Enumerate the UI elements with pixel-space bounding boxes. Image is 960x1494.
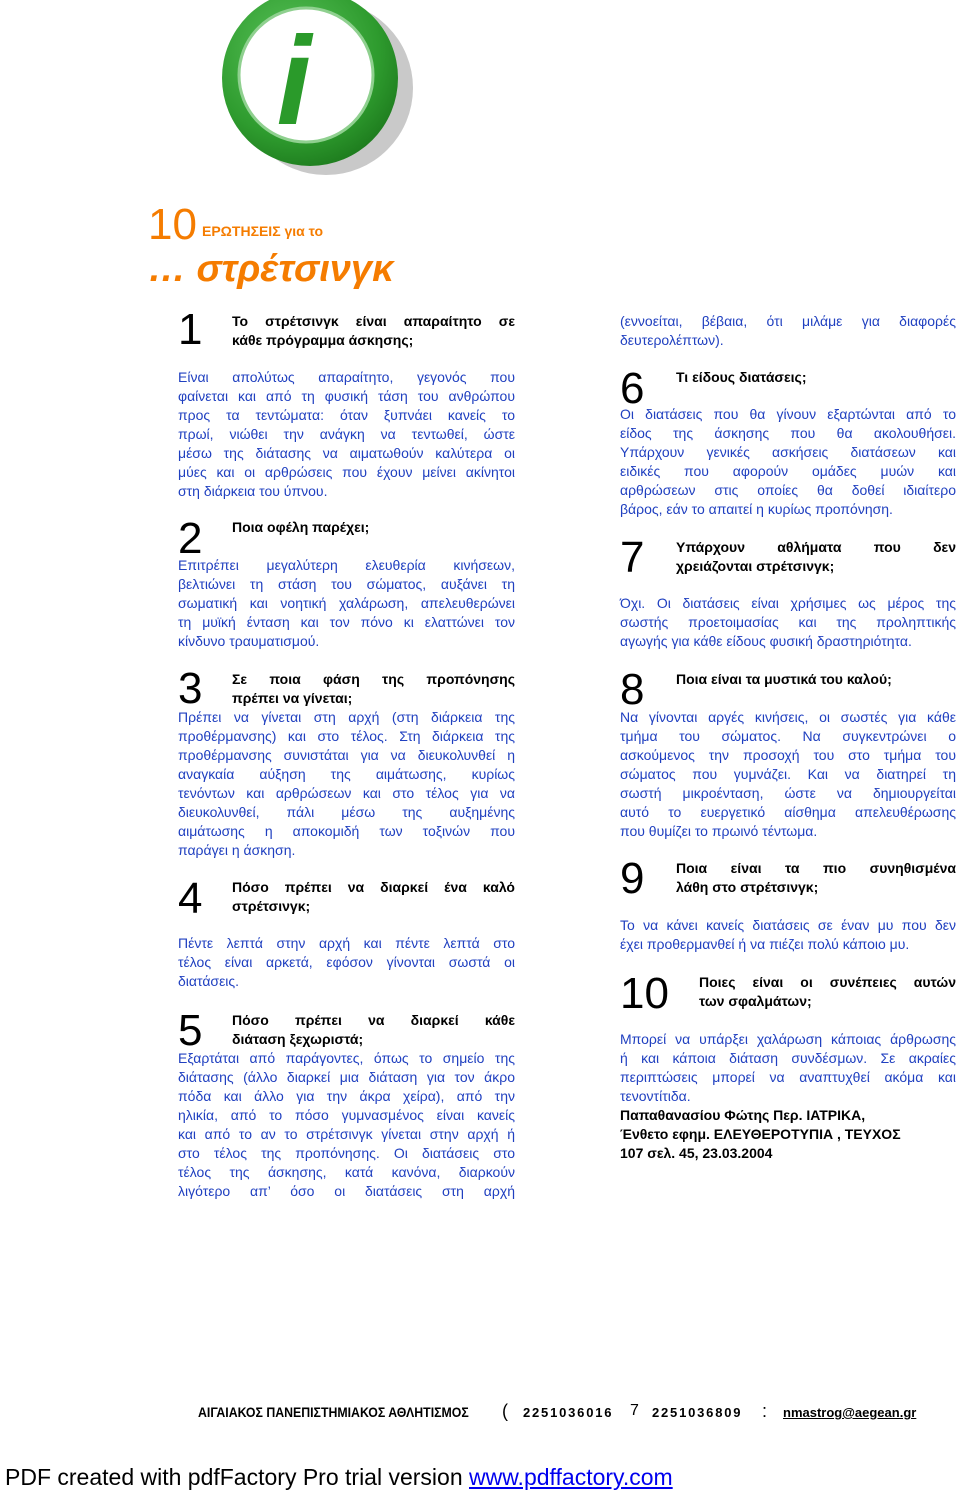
logo-glyph: i xyxy=(276,12,312,151)
answer-8-line: τμήμα του σώματος. Να συγκεντρώνει ο xyxy=(620,728,956,744)
answer-10-line: περιπτώσεις μπορεί να αναπτυχθεί ακόμα και xyxy=(620,1069,956,1085)
answer-9 xyxy=(620,916,956,954)
answer-1 xyxy=(178,368,515,501)
source-citation xyxy=(620,1106,956,1163)
answer-7-line: σωστής προετοιμασίας και της προληπτικής xyxy=(620,614,956,630)
answer-1-line: μέσω της διάτασης να αιματωθούν καλύτερα οι xyxy=(178,445,515,461)
answer-1-line: πρωί, νιώθει την ανάγκη να τεντωθεί, ώστε xyxy=(178,426,515,442)
answer-2 xyxy=(178,556,515,651)
answer-2-line: τη μυϊκή ένταση και τον πόνο κι ελαττώνει τον xyxy=(178,614,515,630)
footer-email-link[interactable]: nmastrog@aegean.gr xyxy=(783,1405,917,1420)
pdf-notice-text: PDF created with pdfFactory Pro trial version xyxy=(5,1464,469,1490)
question-3-number: 3 xyxy=(178,664,203,713)
answer-4-line: Πέντε λεπτά στην αρχή και πέντε λεπτά στο xyxy=(178,935,515,951)
question-3-text-line: πρέπει να γίνεται; xyxy=(232,690,353,706)
answer-6-line: αρθρώσεων στις οποίες θα δοθεί ιδιαίτερο xyxy=(620,482,956,498)
answer-1-line: Είναι απολύτως απαραίτητο, γεγονός που xyxy=(178,369,515,385)
answer-8 xyxy=(620,708,956,841)
question-9-text-line: λάθη στο στρέτσινγκ; xyxy=(676,879,819,895)
answer-6-line: βάρος, εάν το απαιτεί η κυρίως προπόνηση. xyxy=(620,501,893,517)
answer-3-line: προθέρμανσης συνιστάται για να διευκολυνθεί η xyxy=(178,747,515,763)
source-citation-line: 107 σελ. 45, 23.03.2004 xyxy=(620,1145,773,1161)
source-citation-line: Ένθετο εφημ. ΕΛΕΥΘΕΡΟΤΥΠΙΑ , ΤΕΥΧΟΣ xyxy=(620,1126,901,1142)
answer-5-continued xyxy=(620,312,956,350)
page-title: … στρέτσινγκ xyxy=(148,248,394,290)
footer-fax: 2251036809 xyxy=(652,1405,743,1420)
pdf-notice xyxy=(5,1463,673,1491)
question-4-text xyxy=(232,878,515,916)
question-4-text-line: στρέτσινγκ; xyxy=(232,898,311,914)
question-3-text xyxy=(232,670,515,708)
answer-6 xyxy=(620,405,956,519)
fax-icon: 7 xyxy=(630,1402,639,1419)
answer-7-line: Όχι. Οι διατάσεις είναι χρήσιμες ως μέρος της xyxy=(620,595,956,611)
answer-2-line: βελτιώνει τη στάση του σώματος, αυξάνει τη xyxy=(178,576,515,592)
question-7-text xyxy=(676,538,956,576)
answer-8-line: που θυμίζει το πρωινό τέντωμα. xyxy=(620,823,818,839)
question-5-text-line: Πόσο πρέπει να διαρκεί κάθε xyxy=(232,1012,515,1028)
question-10-number: 10 xyxy=(620,969,669,1018)
answer-9-line: έχει προθερμανθεί ή να πιέζει πολύ κάποιο μυ. xyxy=(620,936,910,952)
answer-8-line: Να γίνονται αργές κινήσεις, οι σωστές για κάθε xyxy=(620,709,956,725)
pdf-notice-link[interactable]: www.pdffactory.com xyxy=(469,1464,673,1490)
title-kicker: ΕΡΩΤΗΣΕΙΣ για το xyxy=(202,223,324,239)
question-10-text xyxy=(699,973,956,1011)
question-1-text xyxy=(232,312,515,350)
answer-1-line: φαίνεται και από τη φυσική τάση του ανθρώπου xyxy=(178,388,515,404)
answer-8-line: σώματος που γυμνάζει. Και να διατηρεί τη xyxy=(620,766,956,782)
question-7-text-line: χρειάζονται στρέτσινγκ; xyxy=(676,558,835,574)
answer-3-line: προθέρμανσης) και στο τέλος. Στη διάρκεια της xyxy=(178,728,515,744)
question-4-number: 4 xyxy=(178,874,203,923)
answer-7 xyxy=(620,594,956,651)
answer-5-line: πόδα και άλλο για την άκρα χείρα), από την xyxy=(178,1088,515,1104)
answer-3-line: Πρέπει να γίνεται στη αρχή (στη διάρκεια της xyxy=(178,709,515,725)
answer-7-line: αγωγής για κάθε είδους φυσική δραστηριότητα. xyxy=(620,633,912,649)
answer-5-line: και από το αν το στρέτσινγκ γίνεται στην αρχή ή xyxy=(178,1126,515,1142)
question-1-text-line: κάθε πρόγραμμα άσκησης; xyxy=(232,332,414,348)
answer-3-line: αιμάτωσης η αποκομιδή των τοξινών που xyxy=(178,823,515,839)
question-7-text-line: Υπάρχουν αθλήματα που δεν xyxy=(676,539,956,555)
question-2-text xyxy=(232,518,515,537)
question-10-text-line: Ποιες είναι οι συνέπειες αυτών xyxy=(699,974,956,990)
question-6-text xyxy=(676,368,956,387)
info-icon xyxy=(210,0,425,180)
answer-1-line: στη διάρκεια του ύπνου. xyxy=(178,483,328,499)
answer-10-line: ή και κάποια διάταση συνδέσμων. Σε ακραίες xyxy=(620,1050,956,1066)
question-9-text xyxy=(676,859,956,897)
answer-5-line: τέλος της άσκησης, κατά κανόνα, διαρκούν xyxy=(178,1164,515,1180)
question-8-text xyxy=(676,670,956,689)
answer-5-line: Εξαρτάται από παράγοντες, όπως το σημείο της xyxy=(178,1050,515,1066)
answer-6-line: είδος της άσκησης που θα ακολουθήσει. xyxy=(620,425,956,441)
question-2-number: 2 xyxy=(178,514,203,563)
answer-3-line: παράγει η άσκηση. xyxy=(178,842,296,858)
answer-5-line: στο τέλος της προπόνησης. Οι διατάσεις στο xyxy=(178,1145,515,1161)
answer-2-line: Επιτρέπει μεγαλύτερη ελευθερία κινήσεων, xyxy=(178,557,515,573)
question-5-text xyxy=(232,1011,515,1049)
question-5-number: 5 xyxy=(178,1006,203,1055)
answer-5 xyxy=(178,1049,515,1201)
question-3-text-line: Σε ποια φάση της προπόνησης xyxy=(232,671,515,687)
answer-8-line: αυτό το ευεργετικό αίσθημα απελευθέρωσης xyxy=(620,804,956,820)
answer-3-line: διευκολυνθεί, πάλι μέσω της αυξημένης xyxy=(178,804,515,820)
answer-6-line: ειδικές που αφορούν ομάδες μυών και xyxy=(620,463,956,479)
answer-10 xyxy=(620,1030,956,1106)
answer-2-line: κίνδυνο τραυματισμού. xyxy=(178,633,320,649)
footer-organization: ΑΙΓΑΙΑΚΟΣ ΠΑΝΕΠΙΣΤΗΜΙΑΚΟΣ ΑΘΛΗΤΙΣΜΟΣ xyxy=(198,1404,469,1420)
answer-10-line: τενοντίτιδα. xyxy=(620,1088,691,1104)
answer-6-line: Υπάρχουν γενικές ασκήσεις διατάσεων και xyxy=(620,444,956,460)
question-8-text-line: Ποια είναι τα μυστικά του καλού; xyxy=(676,671,892,687)
answer-5-continued-line: δευτερολέπτων). xyxy=(620,332,724,348)
answer-10-line: Μπορεί να υπάρξει χαλάρωση κάποιας άρθρωσης xyxy=(620,1031,956,1047)
answer-8-line: σωστή μικροένταση, ώστε να δημιουργείται xyxy=(620,785,956,801)
question-6-text-line: Τι είδους διατάσεις; xyxy=(676,369,807,385)
answer-4-line: διατάσεις. xyxy=(178,973,240,989)
question-9-text-line: Ποια είναι τα πιο συνηθισμένα xyxy=(676,860,956,876)
email-icon: : xyxy=(762,1401,768,1421)
question-7-number: 7 xyxy=(620,533,645,582)
answer-5-continued-line: (εννοείται, βέβαια, ότι μιλάμε για διαφορές xyxy=(620,313,956,329)
answer-5-line: ηλικία, από το πόσο γυμνασμένος είναι κανείς xyxy=(178,1107,515,1123)
question-1-text-line: Το στρέτσινγκ είναι απαραίτητο σε xyxy=(232,313,515,329)
answer-1-line: προς τα τεντώματα: όταν ξυπνάει κανείς το xyxy=(178,407,515,423)
answer-3-line: αναγκαία αύξηση της αιμάτωσης, κυρίως xyxy=(178,766,515,782)
answer-6-line: Οι διατάσεις που θα γίνουν εξαρτώνται από το xyxy=(620,406,956,422)
answer-9-line: Το να κάνει κανείς διατάσεις σε έναν μυ που δεν xyxy=(620,917,956,933)
answer-3-line: τενόντων και αρθρώσεων και στο τέλος για να xyxy=(178,785,515,801)
question-6-number: 6 xyxy=(620,364,645,413)
answer-2-line: σωματική και νοητική χαλάρωση, απελευθερώνει xyxy=(178,595,515,611)
question-1-number: 1 xyxy=(178,305,203,354)
question-9-number: 9 xyxy=(620,854,645,903)
answer-3 xyxy=(178,708,515,860)
answer-8-line: ασκούμενος την προσοχή του στο τμήμα του xyxy=(620,747,956,763)
question-8-number: 8 xyxy=(620,665,645,714)
answer-4-line: τέλος είναι αρκετά, εφόσον γίνονται σωστά οι xyxy=(178,954,515,970)
answer-1-line: μύες και οι αρθρώσεις που έχουν μείνει ακίνητοι xyxy=(178,464,515,480)
source-citation-line: Παπαθανασίου Φώτης Περ. ΙΑΤΡΙΚΑ, xyxy=(620,1107,866,1123)
question-5-text-line: διάταση ξεχωριστά; xyxy=(232,1031,364,1047)
footer-phone: 2251036016 xyxy=(523,1405,614,1420)
answer-5-line: διάτασης (άλλο διαρκεί μια διάταση για τον άκρο xyxy=(178,1069,515,1085)
title-number: 10 xyxy=(148,200,197,249)
question-4-text-line: Πόσο πρέπει να διαρκεί ένα καλό xyxy=(232,879,515,895)
question-2-text-line: Ποια οφέλη παρέχει; xyxy=(232,519,370,535)
phone-icon: ( xyxy=(502,1401,508,1421)
question-10-text-line: των σφαλμάτων; xyxy=(699,993,812,1009)
answer-4 xyxy=(178,934,515,991)
answer-5-line: λιγότερο απ’ όσο οι διατάσεις στη αρχή xyxy=(178,1183,515,1199)
